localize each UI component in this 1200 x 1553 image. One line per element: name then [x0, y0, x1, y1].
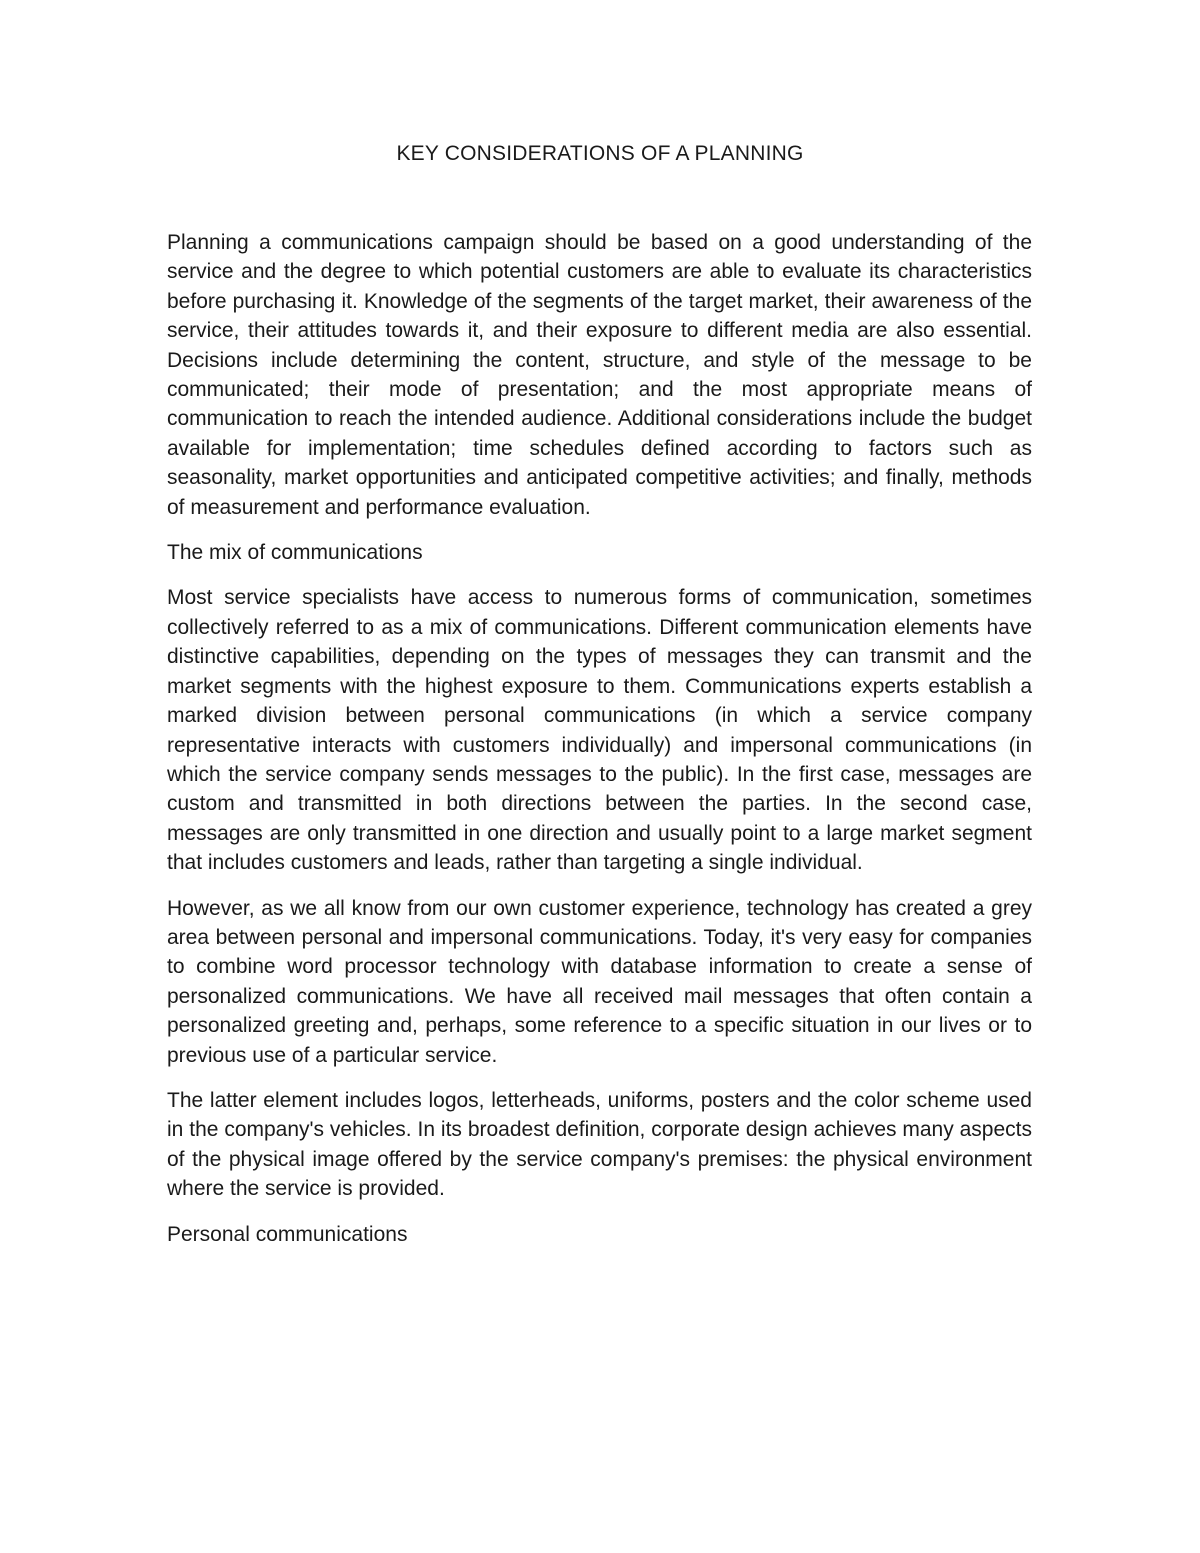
paragraph-corporate-design: The latter element includes logos, letterheads, uniforms, posters and the color scheme used in the company's vehicles. In its broadest definition, corporate design achieves many aspects of the physical image offered by the service company's premises: the physical environment where the service is provided. [167, 1088, 1032, 1201]
document-title: KEY CONSIDERATIONS OF A PLANNING [396, 142, 804, 165]
section-heading-personal-communications: Personal communications [167, 1222, 408, 1246]
document-body [167, 228, 1032, 1265]
paragraph-planning-campaign: Planning a communications campaign should be based on a good understanding of the service and the degree to which potential customers are able to evaluate its characteristics before purchasing it. Knowledge of the segments of the target market, their awareness of the service, their attitudes towards it, and their exposure to different media are also essential. Decisions include determining the content, structure, and style of the message to be communicated; their mode of presentation; and the most appropriate means of communication to reach the intended audience. Additional considerations include the budget available for implementation; time schedules defined according to factors such as seasonality, market opportunities and anticipated competitive activities; and finally, methods of measurement and performance evaluation. [167, 231, 1032, 519]
paragraph-grey-area: However, as we all know from our own customer experience, technology has created a grey area between personal and impersonal communications. Today, it's very easy for companies to combine word processor technology with database information to create a sense of personalized communications. We have all received mail messages that often contain a personalized greeting and, perhaps, some reference to a specific situation in our lives or to previous use of a particular service. [167, 896, 1032, 1067]
paragraph-mix-of-communications: Most service specialists have access to numerous forms of communication, sometimes collectively referred to as a mix of communications. Different communication elements have distinctive capabilities, depending on the types of messages they can transmit and the market segments with the highest exposure to them. Communications experts establish a marked division between personal communications (in which a service company representative interacts with customers individually) and impersonal communications (in which the service company sends messages to the public). In the first case, messages are custom and transmitted in both directions between the parties. In the second case, messages are only transmitted in one direction and usually point to a large market segment that includes customers and leads, rather than targeting a single individual. [167, 586, 1032, 875]
section-heading-mix-of-communications: The mix of communications [167, 541, 423, 565]
